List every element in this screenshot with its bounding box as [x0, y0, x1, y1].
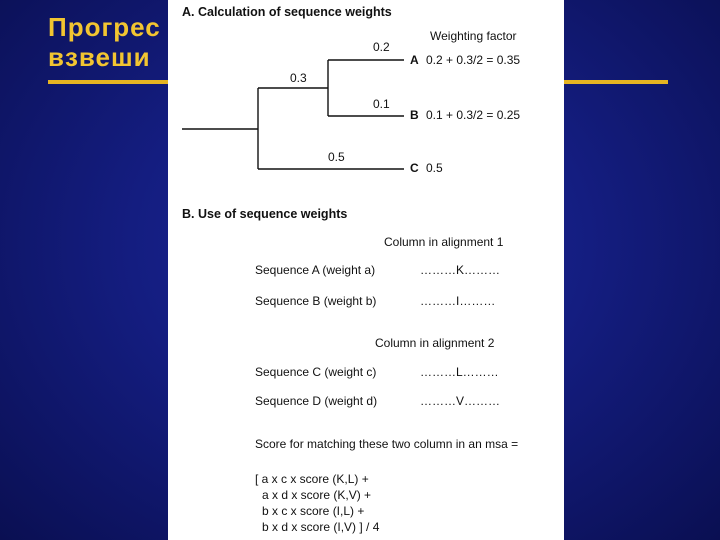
score-description: Score for matching these two column in an msa = [255, 437, 519, 451]
slide-title [48, 12, 161, 72]
branch-length-internal: 0.3 [290, 71, 307, 85]
column-1-header: Column in alignment 1 [384, 235, 504, 249]
sequence-d-column: ………V……… [420, 394, 501, 408]
leaf-label-a: A [410, 53, 419, 67]
leaf-formula-c: 0.5 [426, 161, 443, 175]
column-2-header: Column in alignment 2 [375, 336, 495, 350]
sequence-b-column: ………I……… [420, 294, 496, 308]
score-formula-line-1: [ a x c x score (K,L) + [255, 472, 369, 486]
sequence-d-label: Sequence D (weight d) [255, 394, 378, 408]
sequence-c-column: ………L……… [420, 365, 499, 379]
sequence-c-label: Sequence C (weight c) [255, 365, 377, 379]
section-b-heading: B. Use of sequence weights [182, 207, 348, 221]
figure-panel [168, 0, 564, 540]
branch-length-a: 0.2 [373, 40, 390, 54]
leaf-formula-b: 0.1 + 0.3/2 = 0.25 [426, 108, 521, 122]
leaf-label-b: B [410, 108, 419, 122]
section-a-heading: A. Calculation of sequence weights [182, 5, 392, 19]
leaf-formula-a: 0.2 + 0.3/2 = 0.35 [426, 53, 521, 67]
score-formula-line-4: b x d x score (I,V) ] / 4 [262, 520, 380, 534]
branch-length-c: 0.5 [328, 150, 345, 164]
slide-title-line-2: взвеши [48, 42, 151, 72]
weighting-factor-header: Weighting factor [430, 29, 517, 43]
branch-length-b: 0.1 [373, 97, 390, 111]
leaf-label-c: C [410, 161, 419, 175]
score-formula-line-2: a x d x score (K,V) + [262, 488, 372, 502]
sequence-a-label: Sequence A (weight a) [255, 263, 376, 277]
sequence-b-label: Sequence B (weight b) [255, 294, 377, 308]
score-formula-line-3: b x c x score (I,L) + [262, 504, 365, 518]
figure-canvas [168, 0, 564, 540]
slide-title-line-1: Прогрес [48, 12, 161, 42]
sequence-a-column: ………K……… [420, 263, 501, 277]
